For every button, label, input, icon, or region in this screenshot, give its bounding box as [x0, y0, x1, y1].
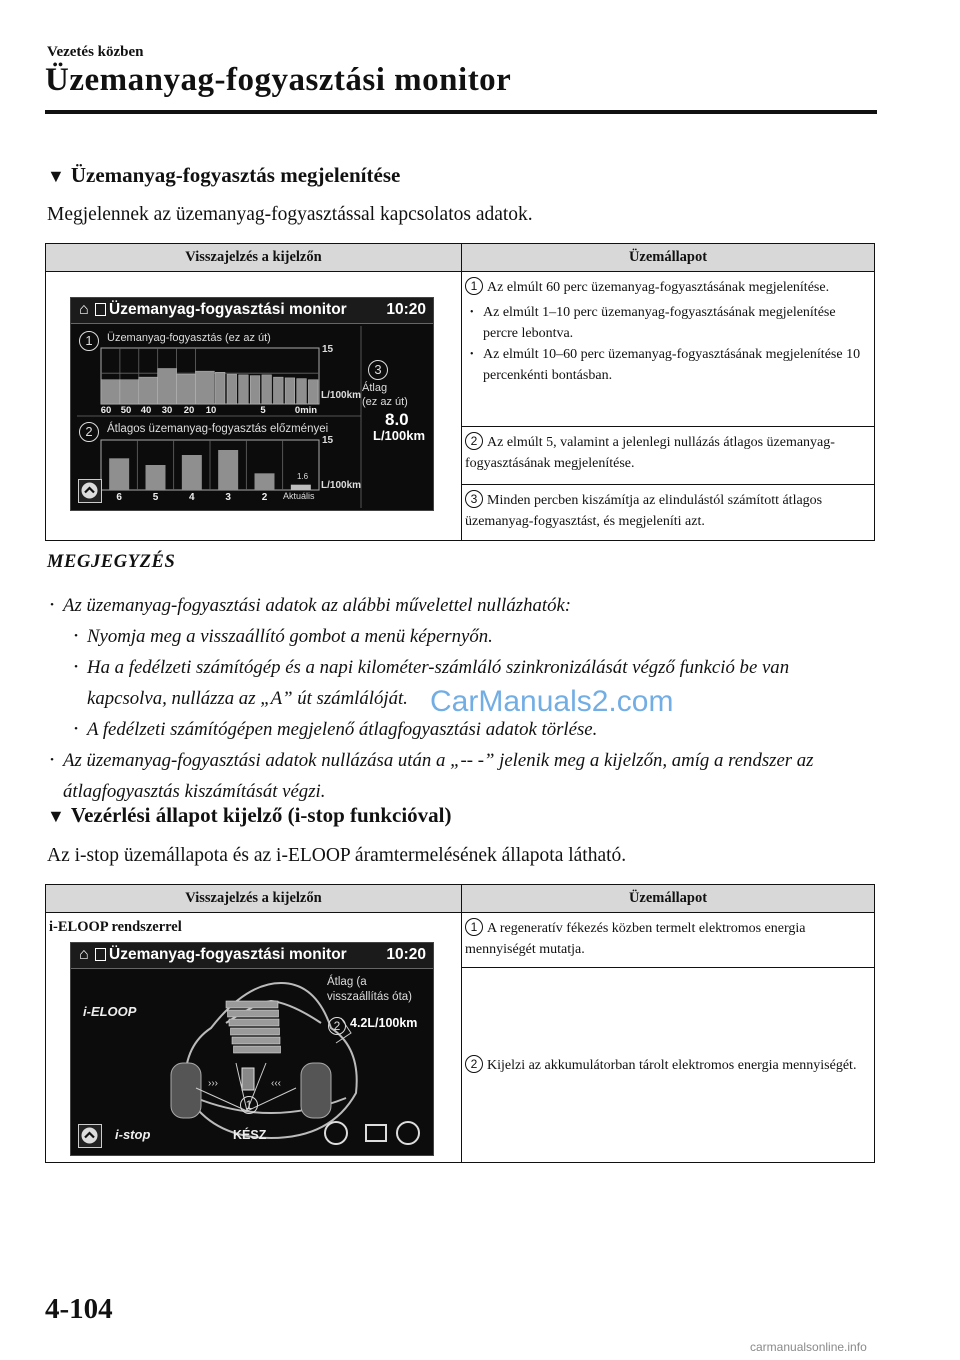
chart2-bar: [255, 473, 275, 490]
bottom-icons: [325, 1122, 419, 1144]
table2-header-display: Visszajelzés a kijelzőn: [46, 885, 462, 913]
chart2-xtick: 2: [261, 492, 268, 503]
chart1-bar: [308, 380, 318, 404]
triangle-icon: ▼: [47, 166, 65, 186]
istop-logo: i-stop: [115, 1127, 151, 1142]
avg-value: 8.0: [385, 410, 409, 429]
chart1-bar: [177, 374, 196, 404]
chart1-bar: [120, 380, 139, 404]
chart1-xtick: 40: [140, 405, 152, 416]
chart1-bar: [239, 375, 249, 404]
avg2-label-2: visszaállítás óta): [327, 991, 413, 1003]
chart2-bar: [291, 485, 311, 490]
note-heading: MEGJEGYZÉS: [47, 552, 176, 572]
avg-label-2: (ez az út): [362, 396, 408, 408]
avg2-label-1: Átlag (a: [327, 976, 367, 988]
table2-row1: [462, 913, 875, 968]
chart2-xtick: 4: [189, 492, 195, 503]
car-illustration-svg: [71, 943, 433, 1155]
chart1-xtick: 50: [120, 405, 132, 416]
marker-1-icon: 1: [465, 918, 483, 936]
chart1-xtick: 5: [260, 405, 266, 416]
chart2-bar: [182, 455, 202, 490]
chart2-bar: [218, 450, 238, 490]
title-rule: [45, 110, 877, 114]
page-number: 4-104: [45, 1293, 113, 1325]
avg-unit: L/100km: [373, 428, 426, 443]
avg-label-1: Átlag: [362, 382, 388, 394]
chart1-xtick: 60: [100, 405, 112, 416]
energy-stack-bar: [226, 1001, 278, 1008]
ieloop-system-label: i-ELOOP rendszerrel: [49, 919, 182, 935]
energy-stack-bar: [232, 1037, 280, 1044]
chart1-bar: [215, 372, 225, 404]
screen-marker-3: 3: [368, 360, 388, 380]
row3-text: Minden percben kiszámítja az elindulástól számított átlagos üzemanyag-fogyasztást, és megjeleníti azt.: [465, 493, 823, 529]
t2-row2-text: Kijelzi az akkumulátorban tárolt elektromos energia mennyiségét.: [487, 1057, 857, 1073]
chart1-unit: L/100km: [321, 390, 362, 401]
section2-heading-text: Vezérlési állapot kijelző (i-stop funkcióval): [70, 803, 452, 827]
note-item-1: • Az üzemanyag-fogyasztási adatok az alábbi művelettel nullázhatók:: [47, 590, 877, 621]
watermark: CarManuals2.com: [430, 685, 674, 718]
screen-title: Üzemanyag-fogyasztási monitor: [109, 301, 347, 318]
back-button[interactable]: [78, 479, 102, 503]
row1-bullet-1: • Az elmúlt 1–10 perc üzemanyag-fogyasztásának megjelenítése percre lebontva.: [483, 302, 870, 344]
chart2-current-label: Aktuális: [283, 491, 315, 501]
chart1-bar: [139, 377, 158, 404]
home-icon: ⌂: [79, 946, 89, 963]
screen-marker-2: 2: [79, 422, 99, 442]
chart1-bar: [101, 380, 120, 404]
chart1-bar: [195, 371, 214, 404]
table2-row2: [462, 968, 875, 1163]
home-icon: ⌂: [79, 301, 89, 318]
screen2-marker-1: 1: [240, 1096, 258, 1114]
istop-monitor-screen: [70, 942, 434, 1156]
table1-header-display: Visszajelzés a kijelzőn: [46, 244, 462, 272]
chart1-bar: [285, 378, 295, 404]
chart2-unit: L/100km: [321, 480, 362, 491]
row2-text: Az elmúlt 5, valamint a jelenlegi nullázás átlagos üzemanyag-fogyasztásának megjelenítése.: [465, 435, 835, 471]
chart2-current-value: 1.6: [297, 472, 309, 481]
chart1-bar: [262, 375, 272, 404]
row1-text: Az elmúlt 60 perc üzemanyag-fogyasztásának megjelenítése.: [487, 280, 830, 295]
energy-stack-bar: [234, 1046, 281, 1053]
table1-row1: [462, 272, 875, 427]
chart1-bar: [158, 369, 177, 404]
screen-marker-1: 1: [79, 331, 99, 351]
chart1-xtick: 0min: [294, 405, 318, 416]
back-button[interactable]: [78, 1124, 102, 1148]
marker-3-icon: 3: [465, 490, 483, 508]
triangle-icon: ▼: [47, 806, 65, 826]
ieloop-logo: i-ELOOP: [83, 1004, 137, 1019]
chapter-label: Vezetés közben: [47, 44, 144, 60]
screen2-marker-2: 2: [328, 1017, 346, 1035]
chart2-label: Átlagos üzemanyag-fogyasztás előzményei: [107, 423, 329, 435]
t2-row1-text: A regeneratív fékezés közben termelt elektromos energia mennyiségét mutatja.: [465, 921, 806, 957]
note-item-4: • A fedélzeti számítógépen megjelenő átlagfogyasztási adatok törlése.: [47, 714, 877, 745]
energy-stack: [226, 1001, 281, 1053]
note-item-5: • Az üzemanyag-fogyasztási adatok nullázása után a „-- -” jelenik meg a kijelzőn, amíg a rendszer az átlagfogyasztás kiszámítását végzi.: [47, 745, 863, 807]
screen2-clock: 10:20: [386, 946, 426, 963]
chart1-bar: [273, 377, 283, 404]
energy-stack-bar: [228, 1010, 279, 1017]
svg-text:›››: ›››: [208, 1078, 218, 1089]
table1-row2: [462, 427, 875, 485]
note-item-2: • Nyomja meg a visszaállító gombot a menü képernyőn.: [47, 621, 877, 652]
footer-site: carmanualsonline.info: [750, 1340, 867, 1354]
table1-row3: [462, 485, 875, 541]
section2-heading: [47, 803, 452, 828]
section2-intro: Az i-stop üzemállapota és az i-ELOOP áramtermelésének állapota látható.: [47, 845, 627, 866]
svg-text:‹‹‹: ‹‹‹: [271, 1078, 281, 1089]
wheel-left-icon: [171, 1063, 201, 1118]
page-title: Üzemanyag-fogyasztási monitor: [45, 62, 512, 98]
chart1-bar: [227, 374, 237, 404]
energy-stack-bar: [229, 1019, 279, 1026]
chart2-xtick: 5: [152, 492, 159, 503]
istop-status: KÉSZ: [233, 1128, 267, 1142]
screen-clock: 10:20: [386, 301, 426, 318]
chevron-up-icon: [79, 1125, 100, 1146]
fuel-monitor-screen: [70, 297, 434, 511]
chart1-xtick: 10: [205, 405, 217, 416]
note-item-3: • Ha a fedélzeti számítógép és a napi kilométer-számláló szinkronizálását végző funkció be van kapcsolva, nullázza az „A” út számlálóját.: [47, 652, 867, 714]
screen2-title: Üzemanyag-fogyasztási monitor: [109, 946, 347, 963]
chart1-xtick: 20: [183, 405, 195, 416]
avg2-unit: L/100km: [367, 1016, 418, 1030]
chart2-xtick: 3: [225, 492, 231, 503]
row1-bullet-2: • Az elmúlt 10–60 perc üzemanyag-fogyasztásának megjelenítése 10 percenkénti bontásban.: [483, 344, 870, 386]
chart2-xtick: 6: [116, 492, 122, 503]
avg2-number: 4.2: [350, 1016, 368, 1030]
section1-heading: [47, 163, 400, 188]
marker-2-icon: 2: [465, 1055, 483, 1073]
battery-small-icon: [242, 1068, 254, 1090]
chart2-ymax: 15: [322, 435, 334, 446]
chart1-xtick: 30: [161, 405, 173, 416]
wheel-right-icon: [301, 1063, 331, 1118]
table1-header-state: Üzemállapot: [462, 244, 875, 272]
chevron-up-icon: [79, 480, 100, 501]
section1-intro: Megjelennek az üzemanyag-fogyasztással kapcsolatos adatok.: [47, 204, 533, 225]
section1-heading-text: Üzemanyag-fogyasztás megjelenítése: [70, 163, 401, 187]
table2-header-state: Üzemállapot: [462, 885, 875, 913]
marker-1-icon: 1: [465, 277, 483, 295]
marker-2-icon: 2: [465, 432, 483, 450]
chart1-bar: [297, 379, 307, 404]
chart1-label: Üzemanyag-fogyasztás (ez az út): [107, 332, 271, 344]
energy-stack-bar: [231, 1028, 280, 1035]
chart2-bar: [146, 465, 166, 490]
chart2-bar: [109, 458, 129, 490]
chart1-ymax: 15: [322, 344, 334, 355]
chart1-bar: [250, 376, 260, 404]
avg2-value: [350, 1016, 417, 1030]
